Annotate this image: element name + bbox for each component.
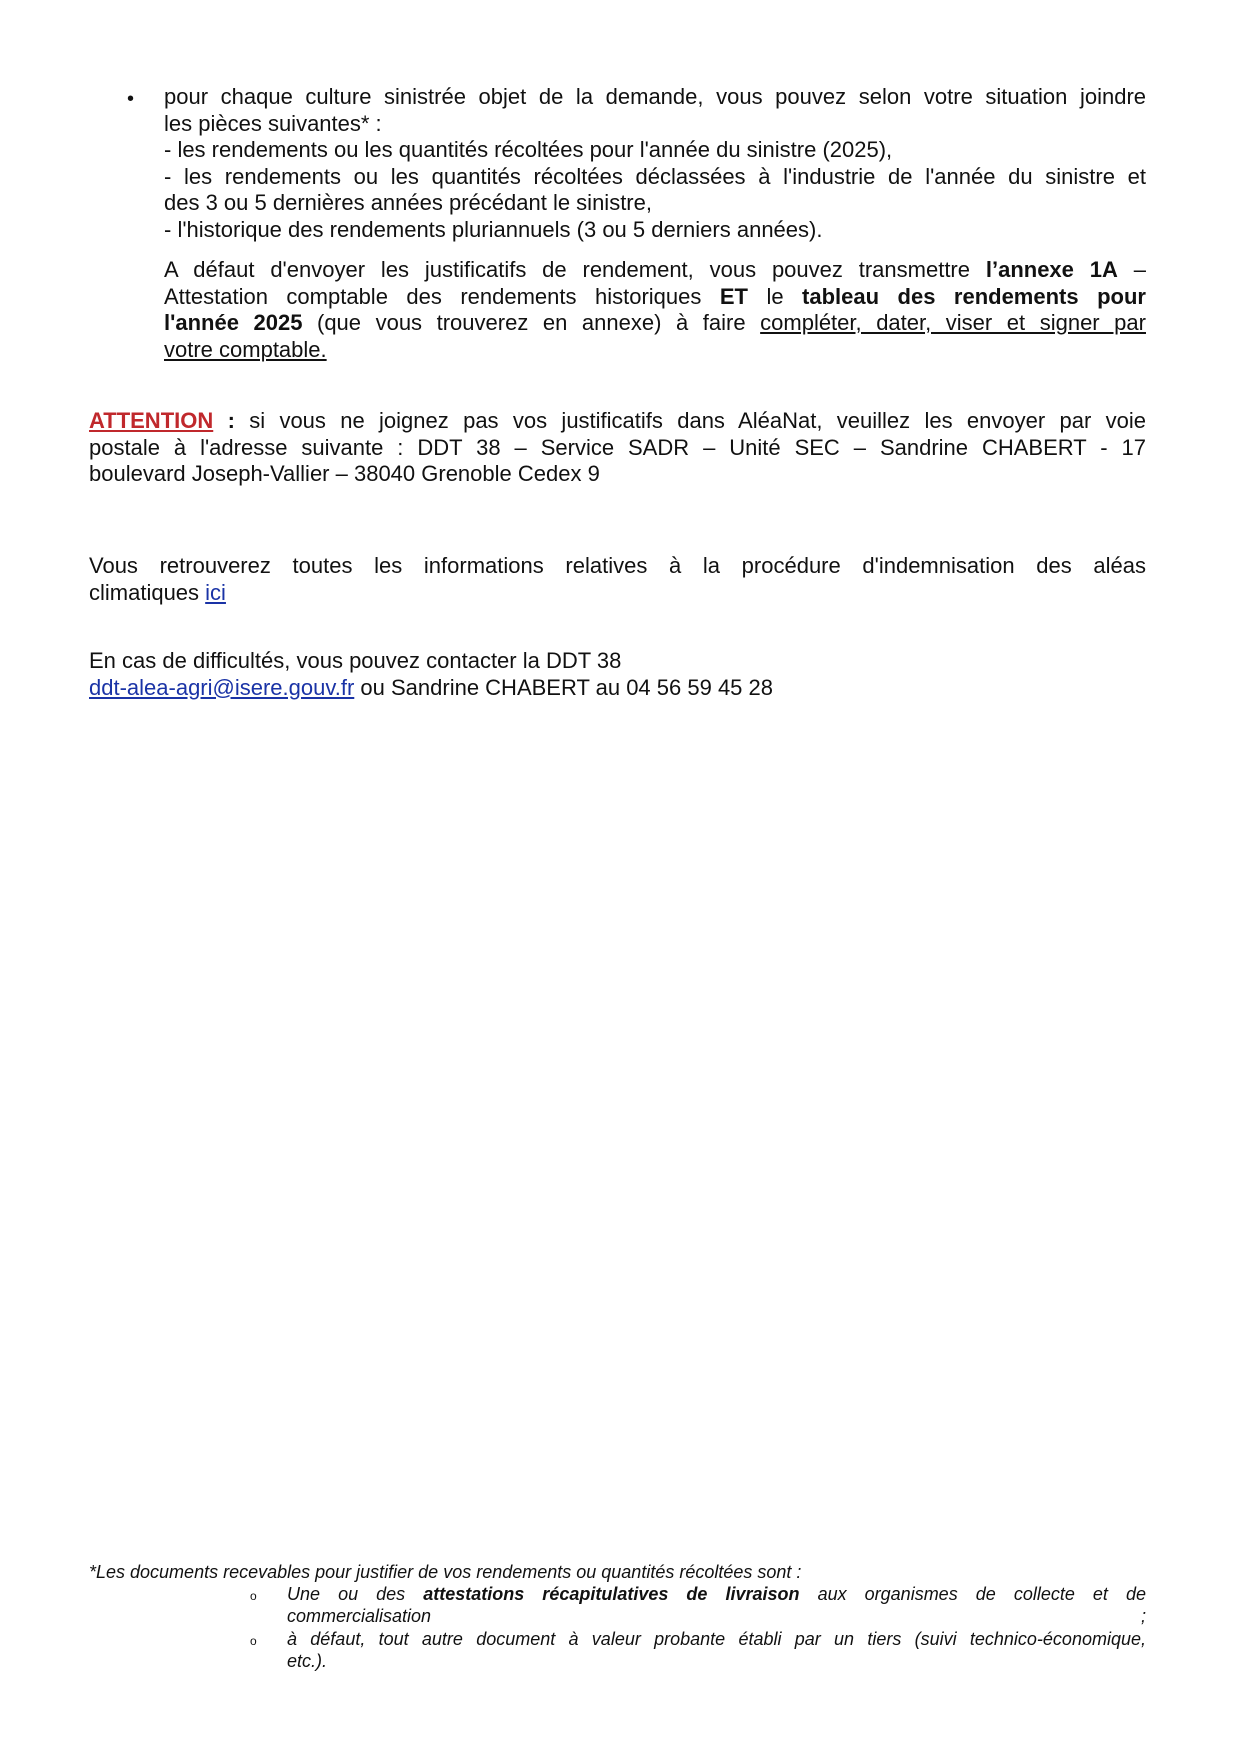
- crop-item-line: pour chaque culture sinistrée objet de la demande, vous pouvez selon votre situation joindre: [164, 84, 1146, 109]
- info-link[interactable]: ici: [205, 579, 226, 605]
- crop-item-line: - l'historique des rendements pluriannuels (3 ou 5 derniers années).: [164, 216, 823, 242]
- footnote-item-1: Une ou des attestations récapitulatives de livraison aux organismes de collecte et de commercialisation ;: [287, 1584, 1146, 1626]
- crop-documents-item: [164, 84, 1146, 243]
- crop-item-line: des 3 ou 5 dernières années précédant le sinistre,: [164, 190, 652, 215]
- email-link[interactable]: ddt-alea-agri@isere.gouv.fr: [89, 674, 355, 700]
- info-paragraph: Vous retrouverez toutes les informations relatives à la procédure d'indemnisation des aléas climatiques ici: [89, 553, 1146, 605]
- attention-paragraph: ATTENTION : si vous ne joignez pas vos justificatifs dans AléaNat, veuillez les envoyer par voie postale à l'adresse suivante : DDT 38 – Service SADR – Unité SEC – Sandrine CHABERT - 17 boulevard Joseph-Vallier – 38040 Grenoble Cedex 9: [89, 408, 1146, 486]
- annex-1a-ref: l’annexe 1A: [985, 257, 1118, 282]
- crop-item-line: - les rendements ou les quantités récoltées déclassées à l'industrie de l'année du sinistre et: [164, 163, 1146, 189]
- crop-item-line: les pièces suivantes* :: [164, 110, 382, 136]
- footnote-item-2: à défaut, tout autre document à valeur probante établi par un tiers (suivi technico-économique, etc.).: [287, 1629, 1146, 1671]
- attention-label: ATTENTION: [89, 408, 214, 433]
- list-marker: o: [250, 1634, 257, 1648]
- footnote-intro: *Les documents recevables pour justifier de vos rendements ou quantités récoltées sont :: [89, 1562, 802, 1582]
- crop-item-line: - les rendements ou les quantités récoltées pour l'année du sinistre (2025),: [164, 137, 893, 162]
- default-annex-paragraph: A défaut d'envoyer les justificatifs de rendement, vous pouvez transmettre l’annexe 1A – Attestation comptable des rendements historiques ET le tableau des rendements pour l'année 2025 (que vous trouverez en annexe) à faire compléter, dater, viser et signer par votre comptable.: [164, 257, 1146, 362]
- list-marker: o: [250, 1589, 257, 1603]
- contact-paragraph: En cas de difficultés, vous pouvez contacter la DDT 38 ddt-alea-agri@isere.gouv.fr ou Sandrine CHABERT au 04 56 59 45 28: [89, 648, 773, 700]
- bullet-marker: •: [127, 88, 135, 110]
